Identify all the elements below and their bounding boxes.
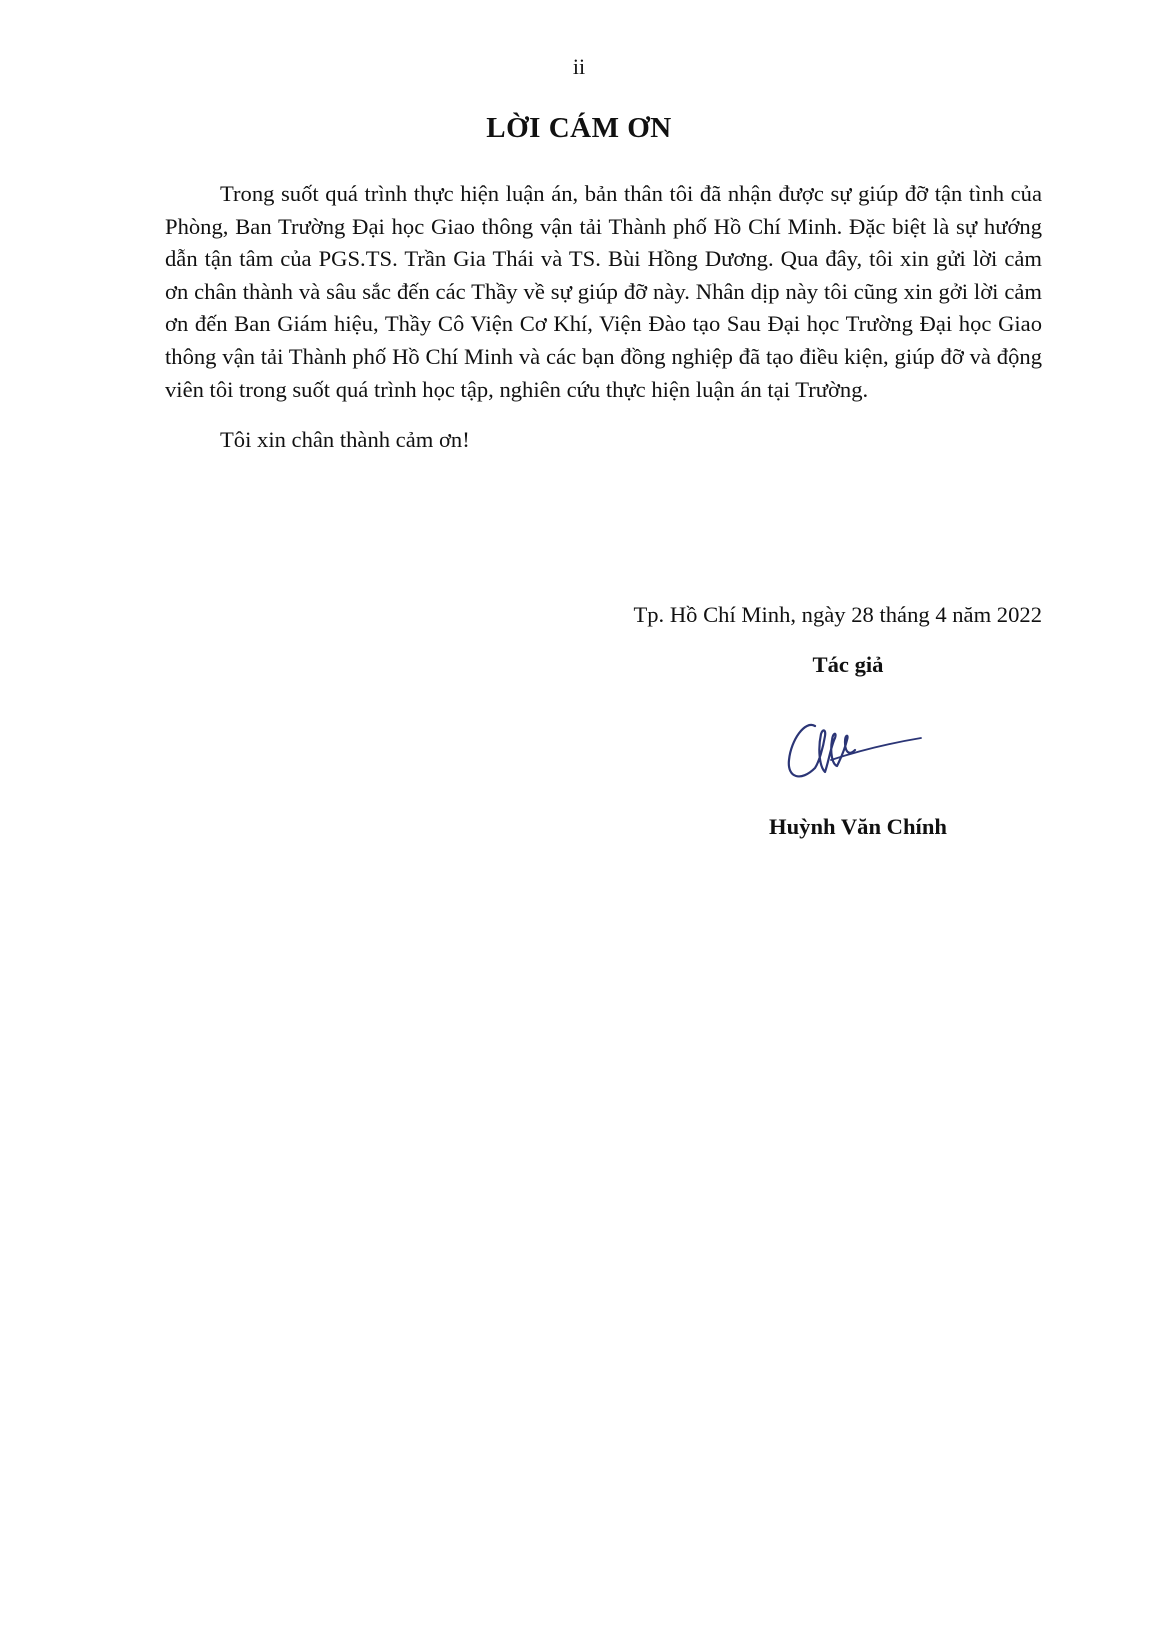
acknowledgement-body: [165, 178, 1042, 457]
closing-sentence: Tôi xin chân thành cảm ơn!: [220, 427, 470, 453]
page-number: ii: [572, 54, 586, 79]
signature-stroke: [789, 725, 855, 777]
page-title: LỜI CÁM ƠN: [486, 112, 672, 144]
author-label: Tác giả: [812, 652, 884, 677]
author-name: Huỳnh Văn Chính: [769, 814, 947, 839]
date-line: Tp. Hồ Chí Minh, ngày 28 tháng 4 năm 2022: [633, 602, 1042, 627]
body-paragraph: Trong suốt quá trình thực hiện luận án, bản thân tôi đã nhận được sự giúp đỡ tận tình của Phòng, Ban Trường Đại học Giao thông vận tải Thành phố Hồ Chí Minh. Đặc biệt là sự hướng dẫn tận tâm của PGS.TS. Trần Gia Thái và TS. Bùi Hồng Dương. Qua đây, tôi xin gửi lời cảm ơn chân thành và sâu sắc đến các Thầy về sự giúp đỡ này. Nhân dịp này tôi cũng xin gởi lời cảm ơn đến Ban Giám hiệu, Thầy Cô Viện Cơ Khí, Viện Đào tạo Sau Đại học Trường Đại học Giao thông vận tải Thành phố Hồ Chí Minh và các bạn đồng nghiệp đã tạo điều kiện, giúp đỡ và động viên tôi trong suốt quá trình học tập, nghiên cứu thực hiện luận án tại Trường.: [165, 181, 1042, 402]
handwritten-signature: [785, 700, 925, 790]
